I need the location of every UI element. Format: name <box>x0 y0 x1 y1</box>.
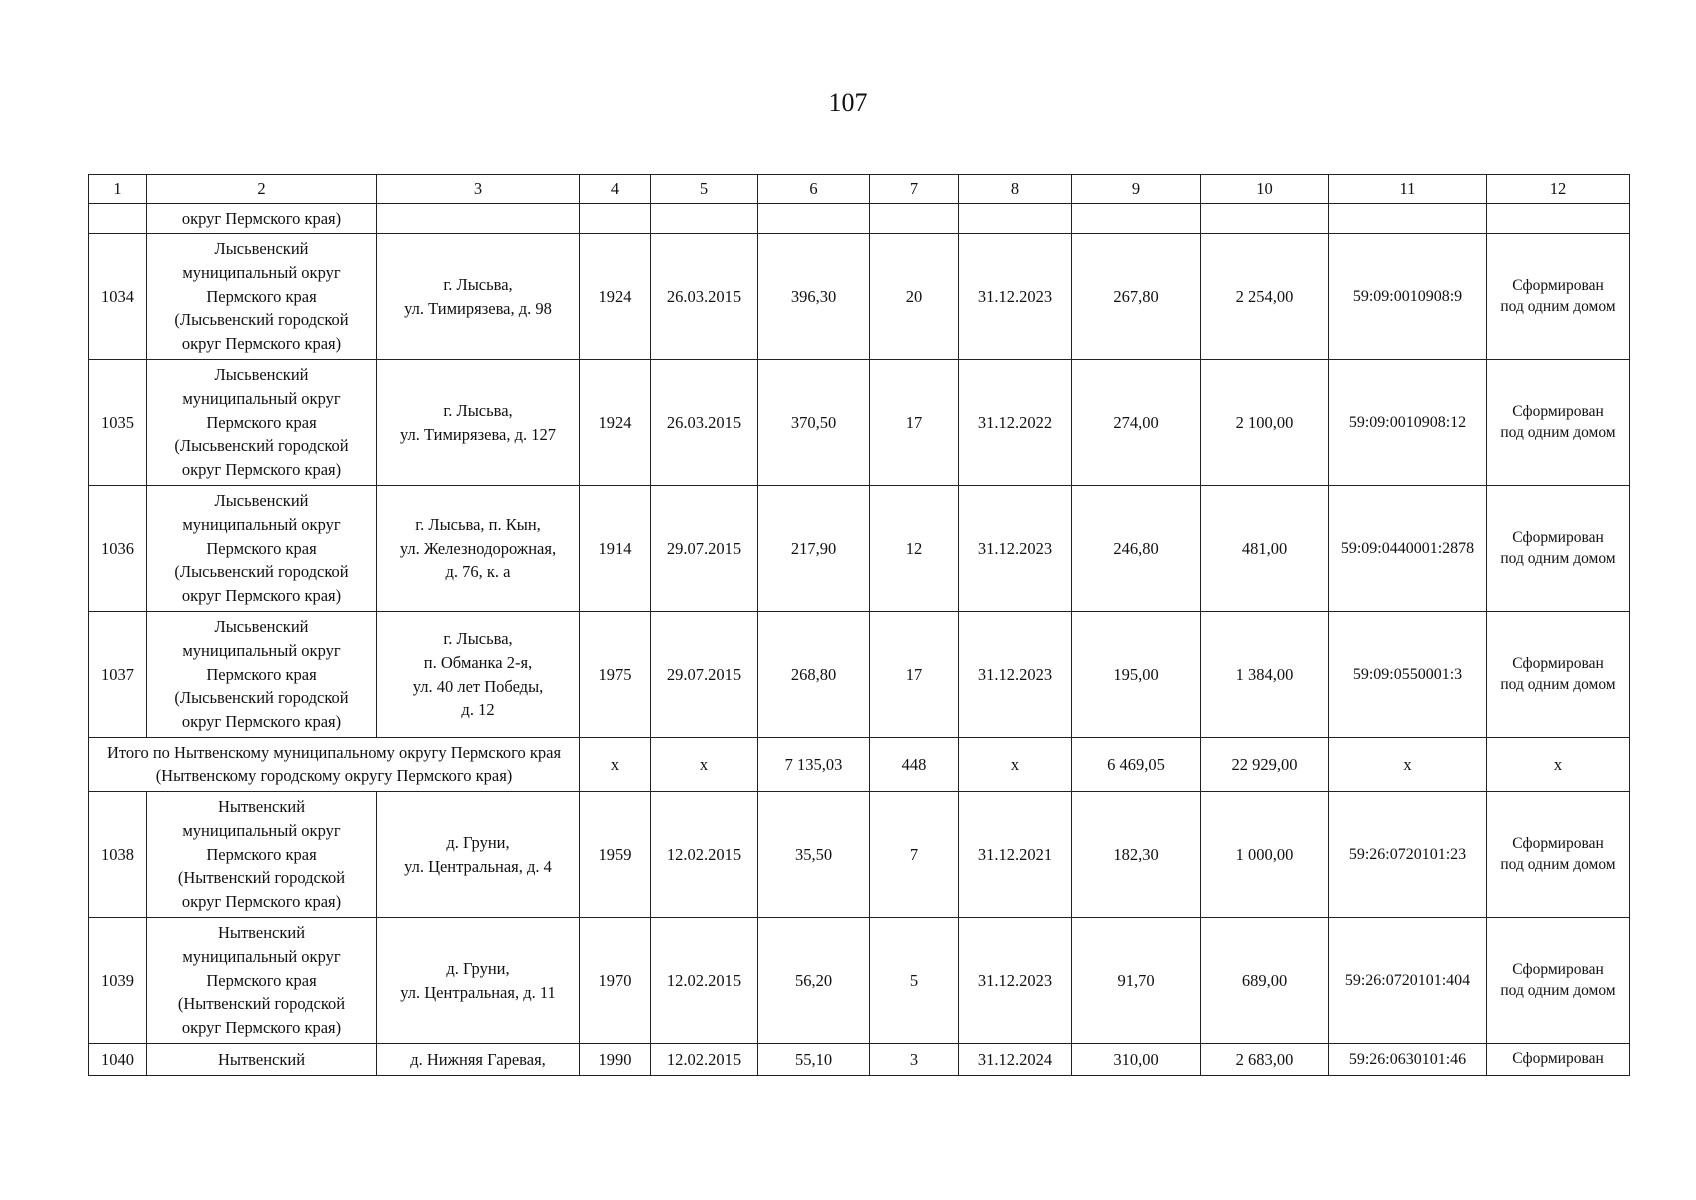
cadastre-cell: 59:09:0010908:9 <box>1329 234 1487 360</box>
cadastre-cell: 59:09:0440001:2878 <box>1329 486 1487 612</box>
date-cell: 29.07.2015 <box>651 612 758 738</box>
address-cell: г. Лысьва, п. Обманка 2-я, ул. 40 лет Победы, д. 12 <box>377 612 580 738</box>
cadastre-cell: 59:09:0010908:12 <box>1329 360 1487 486</box>
cadastre-cell: x <box>1329 738 1487 792</box>
year-cell: x <box>580 738 651 792</box>
year-cell: 1924 <box>580 360 651 486</box>
table-cell <box>377 204 580 234</box>
continuation-row <box>89 204 1630 234</box>
status-cell: Сформирован под одним домом <box>1487 792 1630 918</box>
row-number: 1036 <box>89 486 147 612</box>
row-number: 1040 <box>89 1044 147 1076</box>
col9-cell: 246,80 <box>1072 486 1201 612</box>
date-cell: 12.02.2015 <box>651 1044 758 1076</box>
cadastre-cell: 59:26:0720101:404 <box>1329 918 1487 1044</box>
column-header: 9 <box>1072 175 1201 204</box>
address-cell: г. Лысьва, п. Кын, ул. Железнодорожная, д. 76, к. а <box>377 486 580 612</box>
residents-cell: 448 <box>870 738 959 792</box>
cadastre-cell: 59:09:0550001:3 <box>1329 612 1487 738</box>
col9-cell: 6 469,05 <box>1072 738 1201 792</box>
district-cell: Нытвенский муниципальный округ Пермского края (Нытвенский городской округ Пермского края) <box>147 918 377 1044</box>
table-cell <box>89 204 147 234</box>
row-number: 1039 <box>89 918 147 1044</box>
col9-cell: 274,00 <box>1072 360 1201 486</box>
col9-cell: 91,70 <box>1072 918 1201 1044</box>
column-header: 8 <box>959 175 1072 204</box>
column-header: 4 <box>580 175 651 204</box>
district-cell: Лысьвенский муниципальный округ Пермского края (Лысьвенский городской округ Пермского края) <box>147 612 377 738</box>
address-cell: г. Лысьва, ул. Тимирязева, д. 127 <box>377 360 580 486</box>
residents-cell: 12 <box>870 486 959 612</box>
table-cell <box>1072 204 1201 234</box>
area-cell: 7 135,03 <box>758 738 870 792</box>
year-cell: 1924 <box>580 234 651 360</box>
table-row <box>89 486 1630 612</box>
status-cell: Сформирован под одним домом <box>1487 918 1630 1044</box>
table-row <box>89 234 1630 360</box>
column-header: 1 <box>89 175 147 204</box>
column-header: 7 <box>870 175 959 204</box>
district-cell: Лысьвенский муниципальный округ Пермского края (Лысьвенский городской округ Пермского края) <box>147 234 377 360</box>
date-cell: 29.07.2015 <box>651 486 758 612</box>
col10-cell: 1 000,00 <box>1201 792 1329 918</box>
table-cell <box>758 204 870 234</box>
residents-cell: 5 <box>870 918 959 1044</box>
deadline-cell: 31.12.2023 <box>959 612 1072 738</box>
district-cell: Лысьвенский муниципальный округ Пермского края (Лысьвенский городской округ Пермского края) <box>147 486 377 612</box>
housing-register-table <box>88 174 1630 1076</box>
table-cell <box>1487 204 1630 234</box>
column-header: 6 <box>758 175 870 204</box>
area-cell: 35,50 <box>758 792 870 918</box>
status-cell: x <box>1487 738 1630 792</box>
col10-cell: 2 254,00 <box>1201 234 1329 360</box>
address-cell: д. Груни, ул. Центральная, д. 11 <box>377 918 580 1044</box>
status-cell: Сформирован <box>1487 1044 1630 1076</box>
area-cell: 217,90 <box>758 486 870 612</box>
residents-cell: 3 <box>870 1044 959 1076</box>
address-cell: г. Лысьва, ул. Тимирязева, д. 98 <box>377 234 580 360</box>
deadline-cell: 31.12.2024 <box>959 1044 1072 1076</box>
row-number: 1038 <box>89 792 147 918</box>
district-cell: округ Пермского края) <box>147 204 377 234</box>
table-row <box>89 918 1630 1044</box>
date-cell: 26.03.2015 <box>651 360 758 486</box>
district-cell: Нытвенский муниципальный округ Пермского края (Нытвенский городской округ Пермского края) <box>147 792 377 918</box>
address-cell: д. Нижняя Гаревая, <box>377 1044 580 1076</box>
deadline-cell: 31.12.2021 <box>959 792 1072 918</box>
district-cell: Нытвенский <box>147 1044 377 1076</box>
date-cell: 26.03.2015 <box>651 234 758 360</box>
col9-cell: 195,00 <box>1072 612 1201 738</box>
residents-cell: 17 <box>870 360 959 486</box>
area-cell: 55,10 <box>758 1044 870 1076</box>
col10-cell: 22 929,00 <box>1201 738 1329 792</box>
deadline-cell: 31.12.2023 <box>959 234 1072 360</box>
col9-cell: 310,00 <box>1072 1044 1201 1076</box>
area-cell: 396,30 <box>758 234 870 360</box>
status-cell: Сформирован под одним домом <box>1487 360 1630 486</box>
residents-cell: 17 <box>870 612 959 738</box>
date-cell: x <box>651 738 758 792</box>
column-header: 2 <box>147 175 377 204</box>
table-row <box>89 612 1630 738</box>
cadastre-cell: 59:26:0630101:46 <box>1329 1044 1487 1076</box>
column-number-row <box>89 175 1630 204</box>
status-cell: Сформирован под одним домом <box>1487 612 1630 738</box>
cadastre-cell: 59:26:0720101:23 <box>1329 792 1487 918</box>
table-row <box>89 360 1630 486</box>
deadline-cell: 31.12.2023 <box>959 918 1072 1044</box>
address-cell: д. Груни, ул. Центральная, д. 4 <box>377 792 580 918</box>
date-cell: 12.02.2015 <box>651 792 758 918</box>
table-cell <box>959 204 1072 234</box>
residents-cell: 7 <box>870 792 959 918</box>
table-cell <box>1201 204 1329 234</box>
row-number: 1037 <box>89 612 147 738</box>
date-cell: 12.02.2015 <box>651 918 758 1044</box>
area-cell: 370,50 <box>758 360 870 486</box>
table-cell <box>870 204 959 234</box>
col10-cell: 2 100,00 <box>1201 360 1329 486</box>
area-cell: 56,20 <box>758 918 870 1044</box>
table-cell <box>1329 204 1487 234</box>
residents-cell: 20 <box>870 234 959 360</box>
page-number: 107 <box>828 88 868 117</box>
col10-cell: 2 683,00 <box>1201 1044 1329 1076</box>
year-cell: 1914 <box>580 486 651 612</box>
table-row <box>89 1044 1630 1076</box>
deadline-cell: x <box>959 738 1072 792</box>
column-header: 12 <box>1487 175 1630 204</box>
district-cell: Лысьвенский муниципальный округ Пермского края (Лысьвенский городской округ Пермского края) <box>147 360 377 486</box>
column-header: 3 <box>377 175 580 204</box>
table-cell <box>580 204 651 234</box>
column-header: 11 <box>1329 175 1487 204</box>
total-row <box>89 738 1630 792</box>
table-cell <box>651 204 758 234</box>
status-cell: Сформирован под одним домом <box>1487 234 1630 360</box>
status-cell: Сформирован под одним домом <box>1487 486 1630 612</box>
col10-cell: 481,00 <box>1201 486 1329 612</box>
col9-cell: 267,80 <box>1072 234 1201 360</box>
year-cell: 1970 <box>580 918 651 1044</box>
total-label: Итого по Нытвенскому муниципальному округу Пермского края (Нытвенскому городскому округу Пермского края) <box>89 738 580 792</box>
column-header: 5 <box>651 175 758 204</box>
col9-cell: 182,30 <box>1072 792 1201 918</box>
year-cell: 1959 <box>580 792 651 918</box>
column-header: 10 <box>1201 175 1329 204</box>
year-cell: 1975 <box>580 612 651 738</box>
table-row <box>89 792 1630 918</box>
row-number: 1034 <box>89 234 147 360</box>
deadline-cell: 31.12.2023 <box>959 486 1072 612</box>
col10-cell: 689,00 <box>1201 918 1329 1044</box>
row-number: 1035 <box>89 360 147 486</box>
deadline-cell: 31.12.2022 <box>959 360 1072 486</box>
area-cell: 268,80 <box>758 612 870 738</box>
col10-cell: 1 384,00 <box>1201 612 1329 738</box>
year-cell: 1990 <box>580 1044 651 1076</box>
